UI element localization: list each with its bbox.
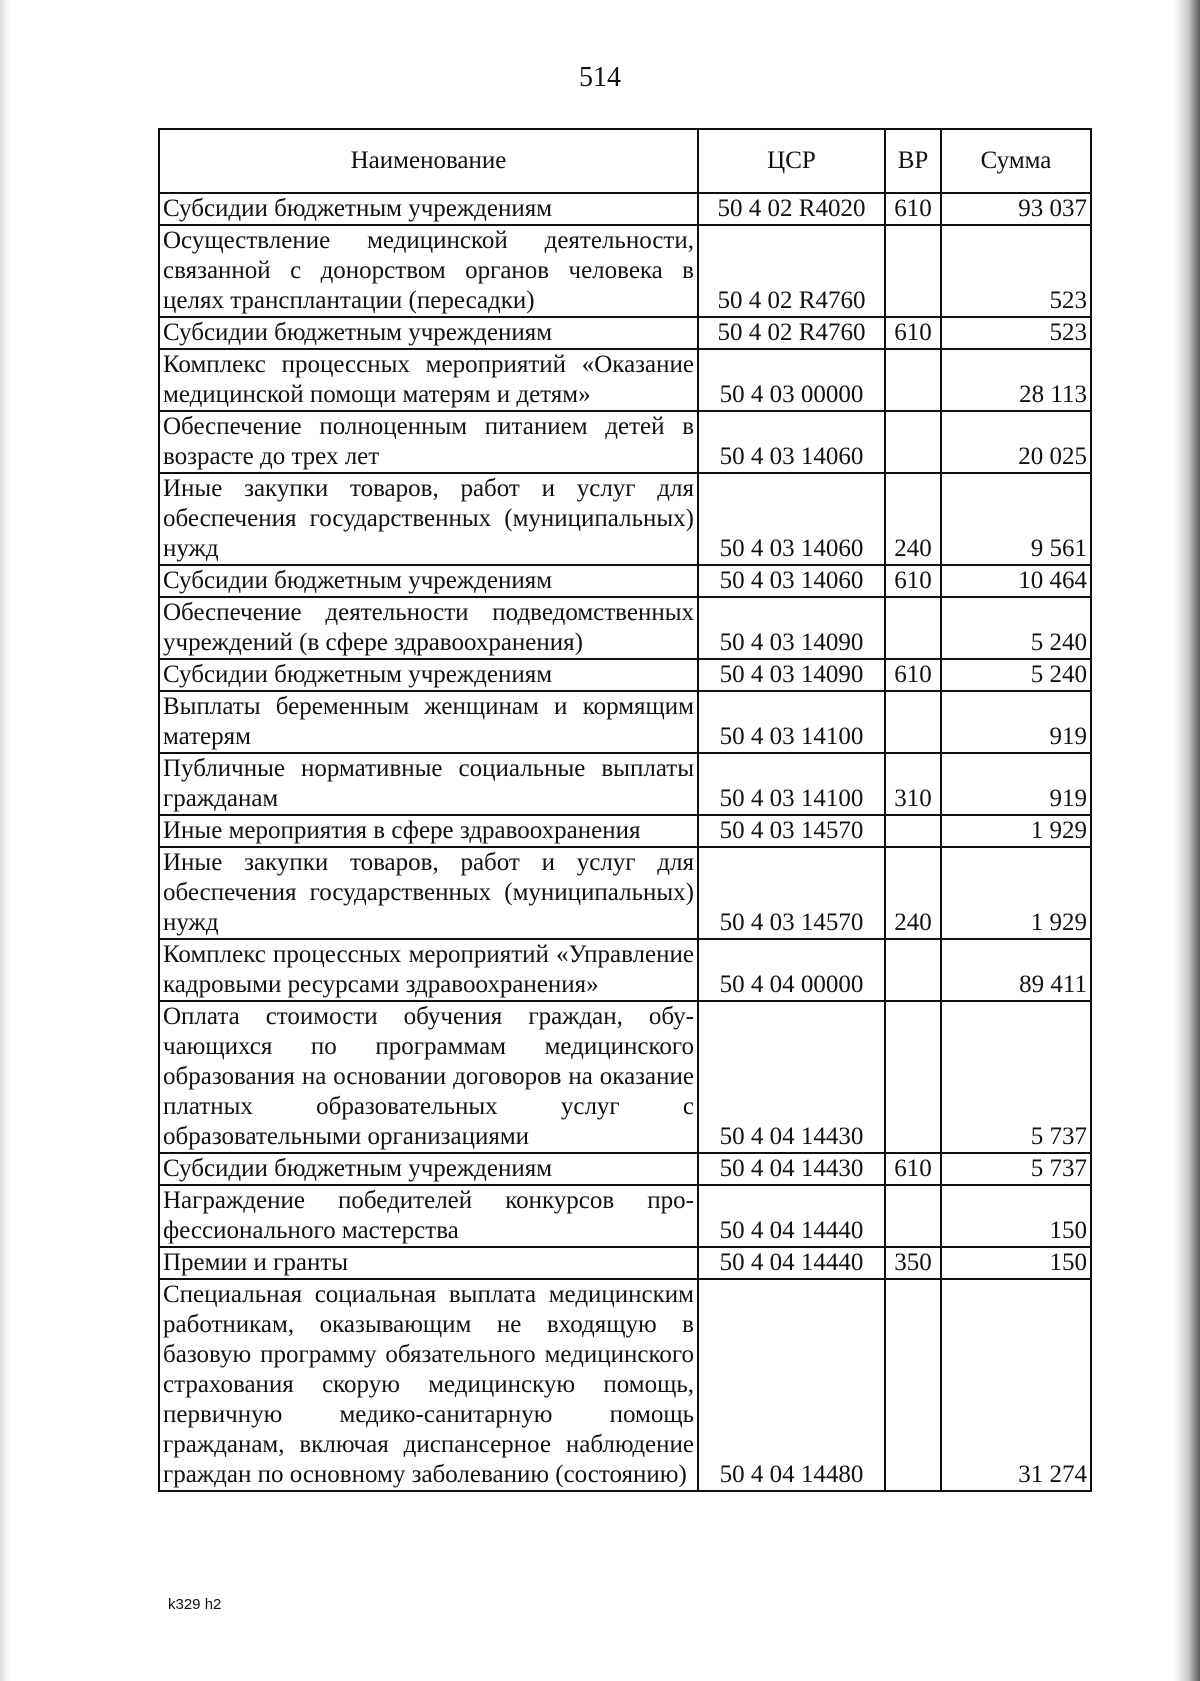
cell-vr: [885, 1185, 941, 1247]
cell-csr: 50 4 03 00000: [698, 349, 885, 411]
cell-sum: 5 737: [941, 1153, 1091, 1185]
cell-sum: 919: [941, 753, 1091, 815]
cell-sum: 89 411: [941, 939, 1091, 1001]
cell-sum: 523: [941, 225, 1091, 317]
cell-name: Субсидии бюджетным учреждениям: [159, 1153, 698, 1185]
table-row: [159, 349, 1091, 411]
cell-sum: 150: [941, 1185, 1091, 1247]
cell-csr: 50 4 03 14100: [698, 753, 885, 815]
footer-code: k329 h2: [168, 1596, 222, 1613]
cell-vr: 610: [885, 565, 941, 597]
table-row: [159, 411, 1091, 473]
cell-sum: 20 025: [941, 411, 1091, 473]
cell-vr: 610: [885, 659, 941, 691]
cell-csr: 50 4 02 R4760: [698, 317, 885, 349]
cell-sum: 1 929: [941, 847, 1091, 939]
cell-sum: 5 240: [941, 659, 1091, 691]
cell-name: Иные мероприятия в сфере здравоохранения: [159, 815, 698, 847]
table-header-row: [159, 129, 1091, 193]
header-sum: Сумма: [941, 129, 1091, 193]
cell-name: Субсидии бюджетным учреждениям: [159, 317, 698, 349]
cell-name: Осуществление медицинской деятельности, связанной с донорством органов человека в целях трансплантации (пересадки): [159, 225, 698, 317]
cell-name: Субсидии бюджетным учреждениям: [159, 565, 698, 597]
table-row: [159, 193, 1091, 225]
cell-vr: 610: [885, 1153, 941, 1185]
table-row: [159, 753, 1091, 815]
cell-vr: [885, 597, 941, 659]
cell-name: Выплаты беременным женщинам и кормящим матерям: [159, 691, 698, 753]
cell-vr: [885, 349, 941, 411]
cell-csr: 50 4 04 14430: [698, 1001, 885, 1153]
header-csr: ЦСР: [698, 129, 885, 193]
table-row: [159, 1247, 1091, 1279]
table-row: [159, 1185, 1091, 1247]
cell-vr: 240: [885, 847, 941, 939]
cell-name: Обеспечение полноценным питанием детей в возрасте до трех лет: [159, 411, 698, 473]
table-row: [159, 939, 1091, 1001]
cell-name: Публичные нормативные социальные выплаты гражданам: [159, 753, 698, 815]
table-row: [159, 815, 1091, 847]
cell-vr: [885, 411, 941, 473]
table-body: [159, 193, 1091, 1491]
cell-csr: 50 4 02 R4020: [698, 193, 885, 225]
cell-csr: 50 4 03 14570: [698, 847, 885, 939]
table-row: [159, 847, 1091, 939]
table-row: [159, 1001, 1091, 1153]
cell-sum: 9 561: [941, 473, 1091, 565]
cell-csr: 50 4 03 14090: [698, 659, 885, 691]
table-row: [159, 565, 1091, 597]
cell-csr: 50 4 04 14440: [698, 1247, 885, 1279]
cell-sum: 5 737: [941, 1001, 1091, 1153]
budget-table: [158, 128, 1092, 1492]
table-row: [159, 1153, 1091, 1185]
cell-sum: 93 037: [941, 193, 1091, 225]
cell-sum: 5 240: [941, 597, 1091, 659]
cell-csr: 50 4 04 14480: [698, 1279, 885, 1491]
cell-csr: 50 4 04 14430: [698, 1153, 885, 1185]
cell-sum: 31 274: [941, 1279, 1091, 1491]
cell-vr: 350: [885, 1247, 941, 1279]
table-row: [159, 225, 1091, 317]
cell-csr: 50 4 03 14090: [698, 597, 885, 659]
table-row: [159, 659, 1091, 691]
cell-vr: 240: [885, 473, 941, 565]
budget-table-container: [158, 128, 1092, 1492]
header-vr: ВР: [885, 129, 941, 193]
cell-sum: 919: [941, 691, 1091, 753]
cell-csr: 50 4 03 14060: [698, 473, 885, 565]
cell-sum: 1 929: [941, 815, 1091, 847]
cell-csr: 50 4 02 R4760: [698, 225, 885, 317]
cell-vr: 610: [885, 317, 941, 349]
cell-name: Иные закупки товаров, работ и услуг для обеспечения государственных (муниципальных) нужд: [159, 473, 698, 565]
table-row: [159, 691, 1091, 753]
table-row: [159, 1279, 1091, 1491]
cell-sum: 28 113: [941, 349, 1091, 411]
cell-name: Специальная социальная выплата медицинским работникам, оказывающим не входящую в базовую программу обязательного медицинского страхования скорую медицинскую помощь, первичную медико-санитарную помощь гражданам, включая диспансерное наблюдение граждан по основному заболеванию (состоянию): [159, 1279, 698, 1491]
cell-name: Оплата стоимости обучения граждан, обучающихся по программам медицинского образования на основании договоров на оказание платных образовательных услуг с образовательными организациями: [159, 1001, 698, 1153]
cell-name: Субсидии бюджетным учреждениям: [159, 659, 698, 691]
cell-sum: 523: [941, 317, 1091, 349]
cell-name: Субсидии бюджетным учреждениям: [159, 193, 698, 225]
cell-csr: 50 4 03 14060: [698, 411, 885, 473]
cell-name: Комплекс процессных мероприятий «Оказание медицинской помощи матерям и детям»: [159, 349, 698, 411]
cell-vr: 610: [885, 193, 941, 225]
cell-vr: [885, 1001, 941, 1153]
page-number: 514: [579, 62, 621, 93]
cell-vr: [885, 691, 941, 753]
cell-name: Премии и гранты: [159, 1247, 698, 1279]
table-row: [159, 597, 1091, 659]
scan-shadow-right: [1174, 0, 1200, 1681]
cell-sum: 150: [941, 1247, 1091, 1279]
cell-csr: 50 4 03 14570: [698, 815, 885, 847]
cell-csr: 50 4 04 14440: [698, 1185, 885, 1247]
cell-name: Комплекс процессных мероприятий «Управление кадровыми ресурсами здравоохранения»: [159, 939, 698, 1001]
cell-name: Обеспечение деятельности подведомственных учреждений (в сфере здравоохранения): [159, 597, 698, 659]
cell-sum: 10 464: [941, 565, 1091, 597]
cell-vr: 310: [885, 753, 941, 815]
table-row: [159, 317, 1091, 349]
cell-csr: 50 4 04 00000: [698, 939, 885, 1001]
cell-vr: [885, 815, 941, 847]
cell-name: Иные закупки товаров, работ и услуг для обеспечения государственных (муниципальных) нужд: [159, 847, 698, 939]
cell-vr: [885, 225, 941, 317]
scan-shadow-left: [0, 0, 10, 1681]
cell-vr: [885, 939, 941, 1001]
cell-csr: 50 4 03 14060: [698, 565, 885, 597]
cell-name: Награждение победителей конкурсов профессионального мастерства: [159, 1185, 698, 1247]
cell-vr: [885, 1279, 941, 1491]
cell-csr: 50 4 03 14100: [698, 691, 885, 753]
header-name: Наименование: [159, 129, 698, 193]
table-row: [159, 473, 1091, 565]
